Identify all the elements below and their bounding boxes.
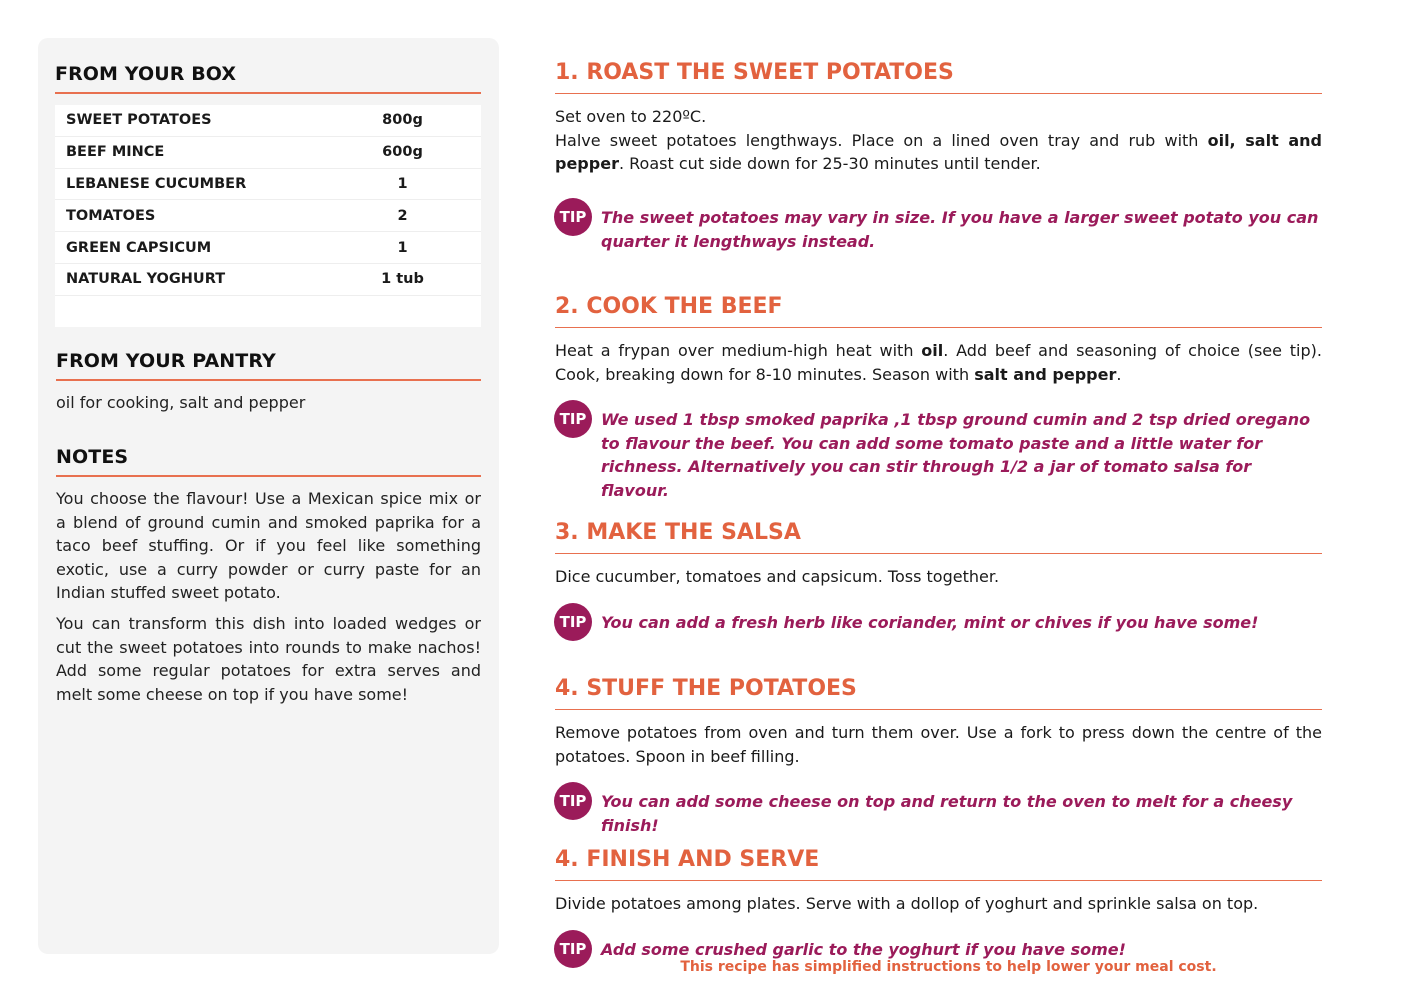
footer-note: This recipe has simplified instructions to help lower your meal cost. [680,959,1217,975]
tip-badge: TIP [554,603,592,641]
step-5-body: Divide potatoes among plates. Serve with a dollop of yoghurt and sprinkle salsa on top. [555,894,1259,913]
step-3-heading: 3. MAKE THE SALSA [555,520,1322,554]
step-2-heading: 2. COOK THE BEEF [555,294,1322,328]
table-row [55,105,481,137]
step-1-line [555,129,1322,176]
notes-heading: NOTES [56,446,481,477]
pantry-heading: FROM YOUR PANTRY [56,350,481,381]
ingredient-name: TOMATOES [66,207,156,224]
tip-badge: TIP [554,782,592,820]
pantry-text: oil for cooking, salt and pepper [56,393,306,412]
text-run: . [1116,364,1122,384]
table-row [55,200,481,232]
step-3-tip: You can add a fresh herb like coriander, mint or chives if you have some! [601,613,1259,632]
text-run: Halve sweet potatoes lengthways. Place on a lined oven tray and rub with [555,130,1208,150]
ingredient-qty: 1 [397,239,408,256]
step-1-heading: 1. ROAST THE SWEET POTATOES [555,60,1322,94]
ingredient-qty: 2 [397,207,408,224]
step-3-body: Dice cucumber, tomatoes and capsicum. Toss together. [555,567,1000,586]
notes-paragraph: You choose the flavour! Use a Mexican spice mix or a blend of ground cumin and smoked paprika for a taco beef stuffing. Or if you feel like something exotic, use a curry powder or curry paste for an Indian stuffed sweet potato. [56,489,481,602]
ingredient-qty: 1 [397,175,408,192]
box-heading: FROM YOUR BOX [55,63,481,94]
text-run: Heat a frypan over medium-high heat with [555,341,922,360]
step-2-tip: We used 1 tbsp smoked paprika ,1 tbsp ground cumin and 2 tsp dried oregano to flavour the beef. You can add some tomato paste and a little water for richness. Alternatively you can stir through 1/2 a jar of tomato salsa for flavour. [601,410,1311,500]
bold-run: salt and pepper [974,364,1117,384]
bold-run: oil [921,341,944,360]
ingredient-qty: 1 tub [381,271,424,288]
ingredient-name: BEEF MINCE [66,144,165,161]
bold-run: oil, salt and pepper [555,130,1322,173]
ingredient-name: GREEN CAPSICUM [66,239,212,256]
table-row [55,169,481,201]
step-5-heading: 4. FINISH AND SERVE [555,847,1322,881]
ingredient-name: NATURAL YOGHURT [66,271,226,288]
step-1-body [555,105,1322,176]
text-run: . Add beef and seasoning of choice (see tip). Cook, breaking down for 8-10 minutes. Season with [555,341,1322,384]
step-5-tip: Add some crushed garlic to the yoghurt if you have some! [601,940,1126,959]
tip-badge: TIP [554,930,592,968]
tip-badge: TIP [554,198,592,236]
ingredient-name: LEBANESE CUCUMBER [66,175,247,192]
box-ingredients-table [55,105,481,327]
step-4-body: Remove potatoes from oven and turn them over. Use a fork to press down the centre of the potatoes. Spoon in beef filling. [555,723,1322,766]
step-1-line: Set oven to 220ºC. [555,107,707,126]
notes-paragraph: You can transform this dish into loaded wedges or cut the sweet potatoes into rounds to make nachos! Add some regular potatoes for extra serves and melt some cheese on top if you have some! [56,614,481,704]
table-row [55,264,481,296]
step-2-body [555,339,1322,386]
table-row [55,137,481,169]
step-4-heading: 4. STUFF THE POTATOES [555,676,1322,710]
step-4-tip: You can add some cheese on top and return to the oven to melt for a cheesy finish! [601,792,1293,835]
table-row [55,232,481,264]
ingredients-panel [38,38,499,954]
tip-badge: TIP [554,400,592,438]
ingredient-name: SWEET POTATOES [66,112,212,129]
ingredient-qty: 600g [382,144,423,161]
step-1-tip: The sweet potatoes may vary in size. If you have a larger sweet potato you can quarter it lengthways instead. [601,208,1319,251]
text-run: . Roast cut side down for 25-30 minutes until tender. [618,154,1041,173]
ingredient-qty: 800g [382,112,423,129]
